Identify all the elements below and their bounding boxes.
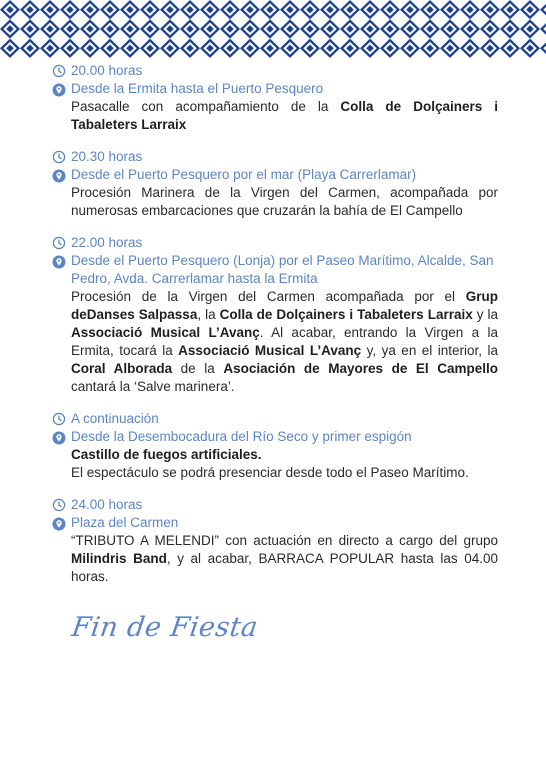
event-time: 24.00 horas — [71, 497, 143, 512]
event-item — [52, 147, 498, 220]
event-location: Desde la Ermita hasta el Puerto Pesquero — [71, 81, 324, 96]
performer-name: Associació Musical L’Avanç — [178, 343, 362, 358]
event-time-row — [52, 409, 498, 428]
description-text: y, ya en el interior, la — [361, 343, 498, 358]
event-location: Desde el Puerto Pesquero (Lonja) por el Paseo Marítimo, Alcalde, San Pedro, Avda. Carrerlamar hasta la Ermita — [71, 253, 494, 286]
closing-title: Fin de Fiesta — [69, 612, 261, 643]
performer-name: Grup deDanses Salpassa — [71, 289, 498, 322]
event-time: A continuación — [71, 411, 159, 426]
event-location-row — [52, 252, 498, 288]
description-text: Pasacalle con acompañamiento de la — [71, 99, 341, 114]
event-description — [71, 98, 498, 134]
description-text: El espectáculo se podrá presenciar desde todo el Paseo Marítimo. — [71, 465, 469, 480]
event-description — [71, 184, 498, 220]
event-location: Plaza del Carmen — [71, 515, 179, 530]
event-location: Desde la Desembocadura del Río Seco y primer espigón — [71, 429, 412, 444]
performer-name: Coral Alborada — [71, 361, 173, 376]
event-list — [52, 61, 498, 599]
location-pin-icon — [52, 255, 66, 269]
event-description — [71, 532, 498, 586]
description-text: y la — [472, 307, 498, 322]
description-text: Procesión de la Virgen del Carmen acompañada por el — [71, 289, 466, 304]
description-text: Procesión Marinera de la Virgen del Carmen, acompañada por numerosas embarcaciones que cruzarán la bahía de El Campello — [71, 185, 498, 218]
event-description — [71, 288, 498, 396]
event-time: 20.00 horas — [71, 63, 143, 78]
event-time: 20.30 horas — [71, 149, 143, 164]
event-location: Desde el Puerto Pesquero por el mar (Playa Carrerlamar) — [71, 167, 417, 182]
event-location-row — [52, 428, 498, 446]
event-location-row — [52, 166, 498, 184]
clock-icon — [52, 64, 66, 78]
event-location-row — [52, 514, 498, 532]
performer-name: Castillo de fuegos artificiales. — [71, 447, 262, 462]
performer-name: Milindris Band — [71, 551, 167, 566]
description-text: “TRIBUTO A MELENDI” con actuación en directo a cargo del grupo — [71, 533, 498, 548]
location-pin-icon — [52, 83, 66, 97]
performer-name: Associació Musical L’Avanç — [71, 325, 260, 340]
description-text: , la — [197, 307, 220, 322]
event-time: 22.00 horas — [71, 235, 143, 250]
event-time-row — [52, 147, 498, 166]
performer-name: Asociación de Mayores de El Campello — [223, 361, 498, 376]
clock-icon — [52, 236, 66, 250]
description-text: , y al acabar, BARRACA POPULAR hasta las 04.00 horas. — [71, 551, 498, 584]
event-item — [52, 409, 498, 482]
event-item — [52, 233, 498, 396]
clock-icon — [52, 150, 66, 164]
clock-icon — [52, 412, 66, 426]
description-text: cantará la ‘Salve marinera’. — [71, 379, 235, 394]
location-pin-icon — [52, 431, 66, 445]
clock-icon — [52, 498, 66, 512]
description-text: de la — [172, 361, 224, 376]
event-item — [52, 495, 498, 586]
event-description — [71, 446, 498, 482]
performer-name: Colla de Dolçainers i Tabaleters Larraix — [219, 307, 473, 322]
event-location-row — [52, 80, 498, 98]
event-time-row — [52, 495, 498, 514]
decorative-header-pattern — [0, 0, 546, 58]
location-pin-icon — [52, 169, 66, 183]
event-time-row — [52, 61, 498, 80]
performer-name: Colla de Dolçainers i Tabaleters Larraix — [71, 99, 498, 132]
event-time-row — [52, 233, 498, 252]
description-text: . Al acabar, entrando la Virgen a la Ermita, tocará la — [71, 325, 498, 358]
location-pin-icon — [52, 517, 66, 531]
event-item — [52, 61, 498, 134]
